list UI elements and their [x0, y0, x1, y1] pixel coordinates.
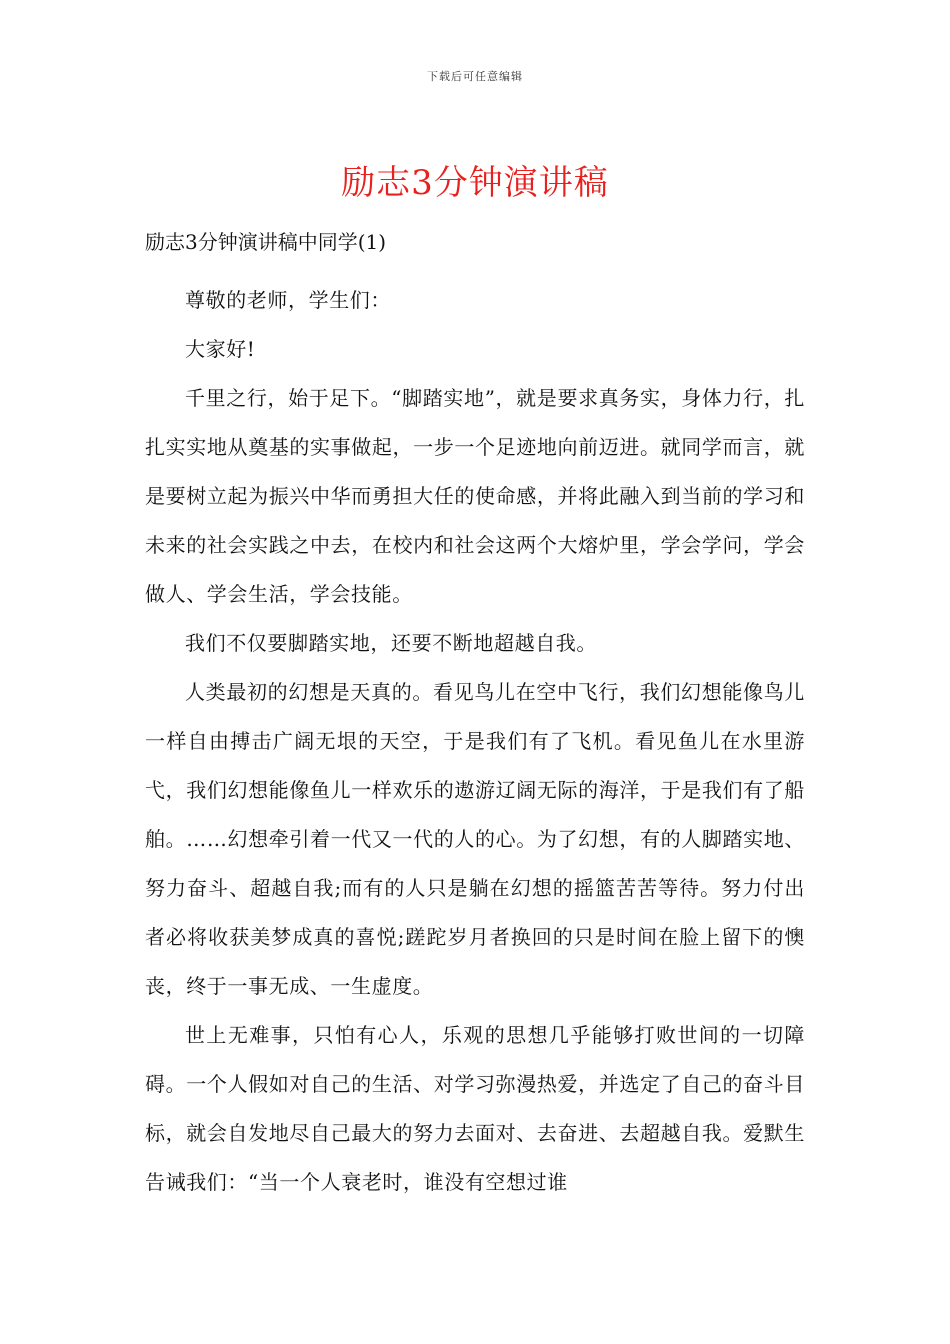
paragraph: 我们不仅要脚踏实地，还要不断地超越自我。: [185, 631, 597, 655]
document-body: [145, 226, 805, 1207]
paragraph: 人类最初的幻想是天真的。看见鸟儿在空中飞行，我们幻想能像鸟儿一样自由搏击广阔无垠的天空，于是我们有了飞机。看见鱼儿在水里游弋，我们幻想能像鱼儿一样欢乐的遨游辽阔无际的海洋，于是我们有了船舶。……幻想牵引着一代又一代的人的心。为了幻想，有的人脚踏实地、努力奋斗、超越自我;而有的人只是躺在幻想的摇篮苦苦等待。努力付出者必将收获美梦成真的喜悦;蹉跎岁月者换回的只是时间在脸上留下的懊丧，终于一事无成、一生虚度。: [145, 680, 805, 998]
document-title: 励志3分钟演讲稿: [341, 162, 609, 203]
paragraph: 千里之行，始于足下。“脚踏实地”，就是要求真务实，身体力行，扎扎实实地从奠基的实事做起，一步一个足迹地向前迈进。就同学而言，就是要树立起为振兴中华而勇担大任的使命感，并将此融入到当前的学习和未来的社会实践之中去，在校内和社会这两个大熔炉里，学会学问，学会做人、学会生活，学会技能。: [145, 386, 805, 606]
section-subtitle: 励志3分钟演讲稿中同学(1): [145, 230, 387, 254]
paragraph-greeting: 大家好!: [185, 337, 256, 361]
paragraph: 世上无难事，只怕有心人，乐观的思想几乎能够打败世间的一切障碍。一个人假如对自己的生活、对学习弥漫热爱，并选定了自己的奋斗目标，就会自发地尽自己最大的努力去面对、去奋进、去超越自我。爱默生告诫我们：“当一个人衰老时，谁没有空想过谁: [145, 1023, 805, 1194]
paragraph-greeting-audience: 尊敬的老师，学生们：: [185, 288, 391, 312]
header-note: 下载后可任意编辑: [427, 70, 523, 83]
